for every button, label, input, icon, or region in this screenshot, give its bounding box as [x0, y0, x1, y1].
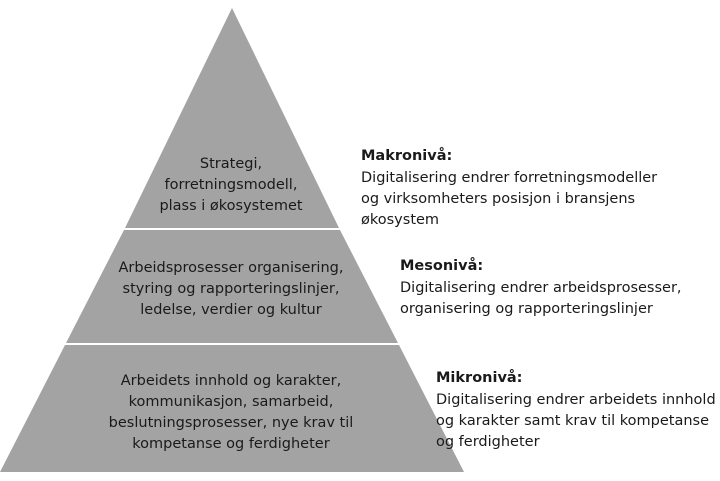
- tier-bottom-line: kommunikasjon, samarbeid,: [128, 394, 334, 410]
- tier-bottom-label: [96, 371, 366, 455]
- level-mikro-line: Digitalisering endrer arbeidets innhold: [436, 392, 716, 408]
- level-makro-line: Digitalisering endrer forretningsmodeller: [361, 170, 658, 186]
- tier-middle-line: Arbeidsprosesser organisering,: [118, 260, 344, 276]
- tier-top-line: forretningsmodell,: [164, 177, 298, 193]
- tier-middle-line: styring og rapporteringslinjer,: [122, 281, 340, 297]
- level-mikro-line: og karakter samt krav til kompetanse: [436, 413, 710, 429]
- tier-top-label: [136, 154, 326, 217]
- level-mikro: [436, 368, 716, 453]
- level-makro-heading: Makronivå:: [361, 148, 453, 164]
- tier-bottom-line: Arbeidets innhold og karakter,: [120, 373, 342, 389]
- level-mikro-line: og ferdigheter: [436, 434, 540, 450]
- tier-bottom-line: beslutningsprosesser, nye krav til: [108, 415, 354, 431]
- level-meso: [400, 256, 682, 320]
- tier-top-line: Strategi,: [199, 156, 263, 172]
- level-mikro-heading: Mikronivå:: [436, 370, 523, 386]
- level-makro: [361, 146, 657, 231]
- tier-middle-line: ledelse, verdier og kultur: [140, 302, 322, 318]
- level-meso-line: organisering og rapporteringslinjer: [400, 301, 653, 317]
- tier-bottom-line: kompetanse og ferdigheter: [132, 436, 330, 452]
- level-makro-line: økosystem: [361, 212, 440, 228]
- tier-top-line: plass i økosystemet: [159, 198, 303, 214]
- level-meso-line: Digitalisering endrer arbeidsprosesser,: [400, 280, 682, 296]
- tier-middle-label: [106, 258, 356, 321]
- level-meso-heading: Mesonivå:: [400, 258, 484, 274]
- level-makro-line: og virksomheters posisjon i bransjens: [361, 191, 636, 207]
